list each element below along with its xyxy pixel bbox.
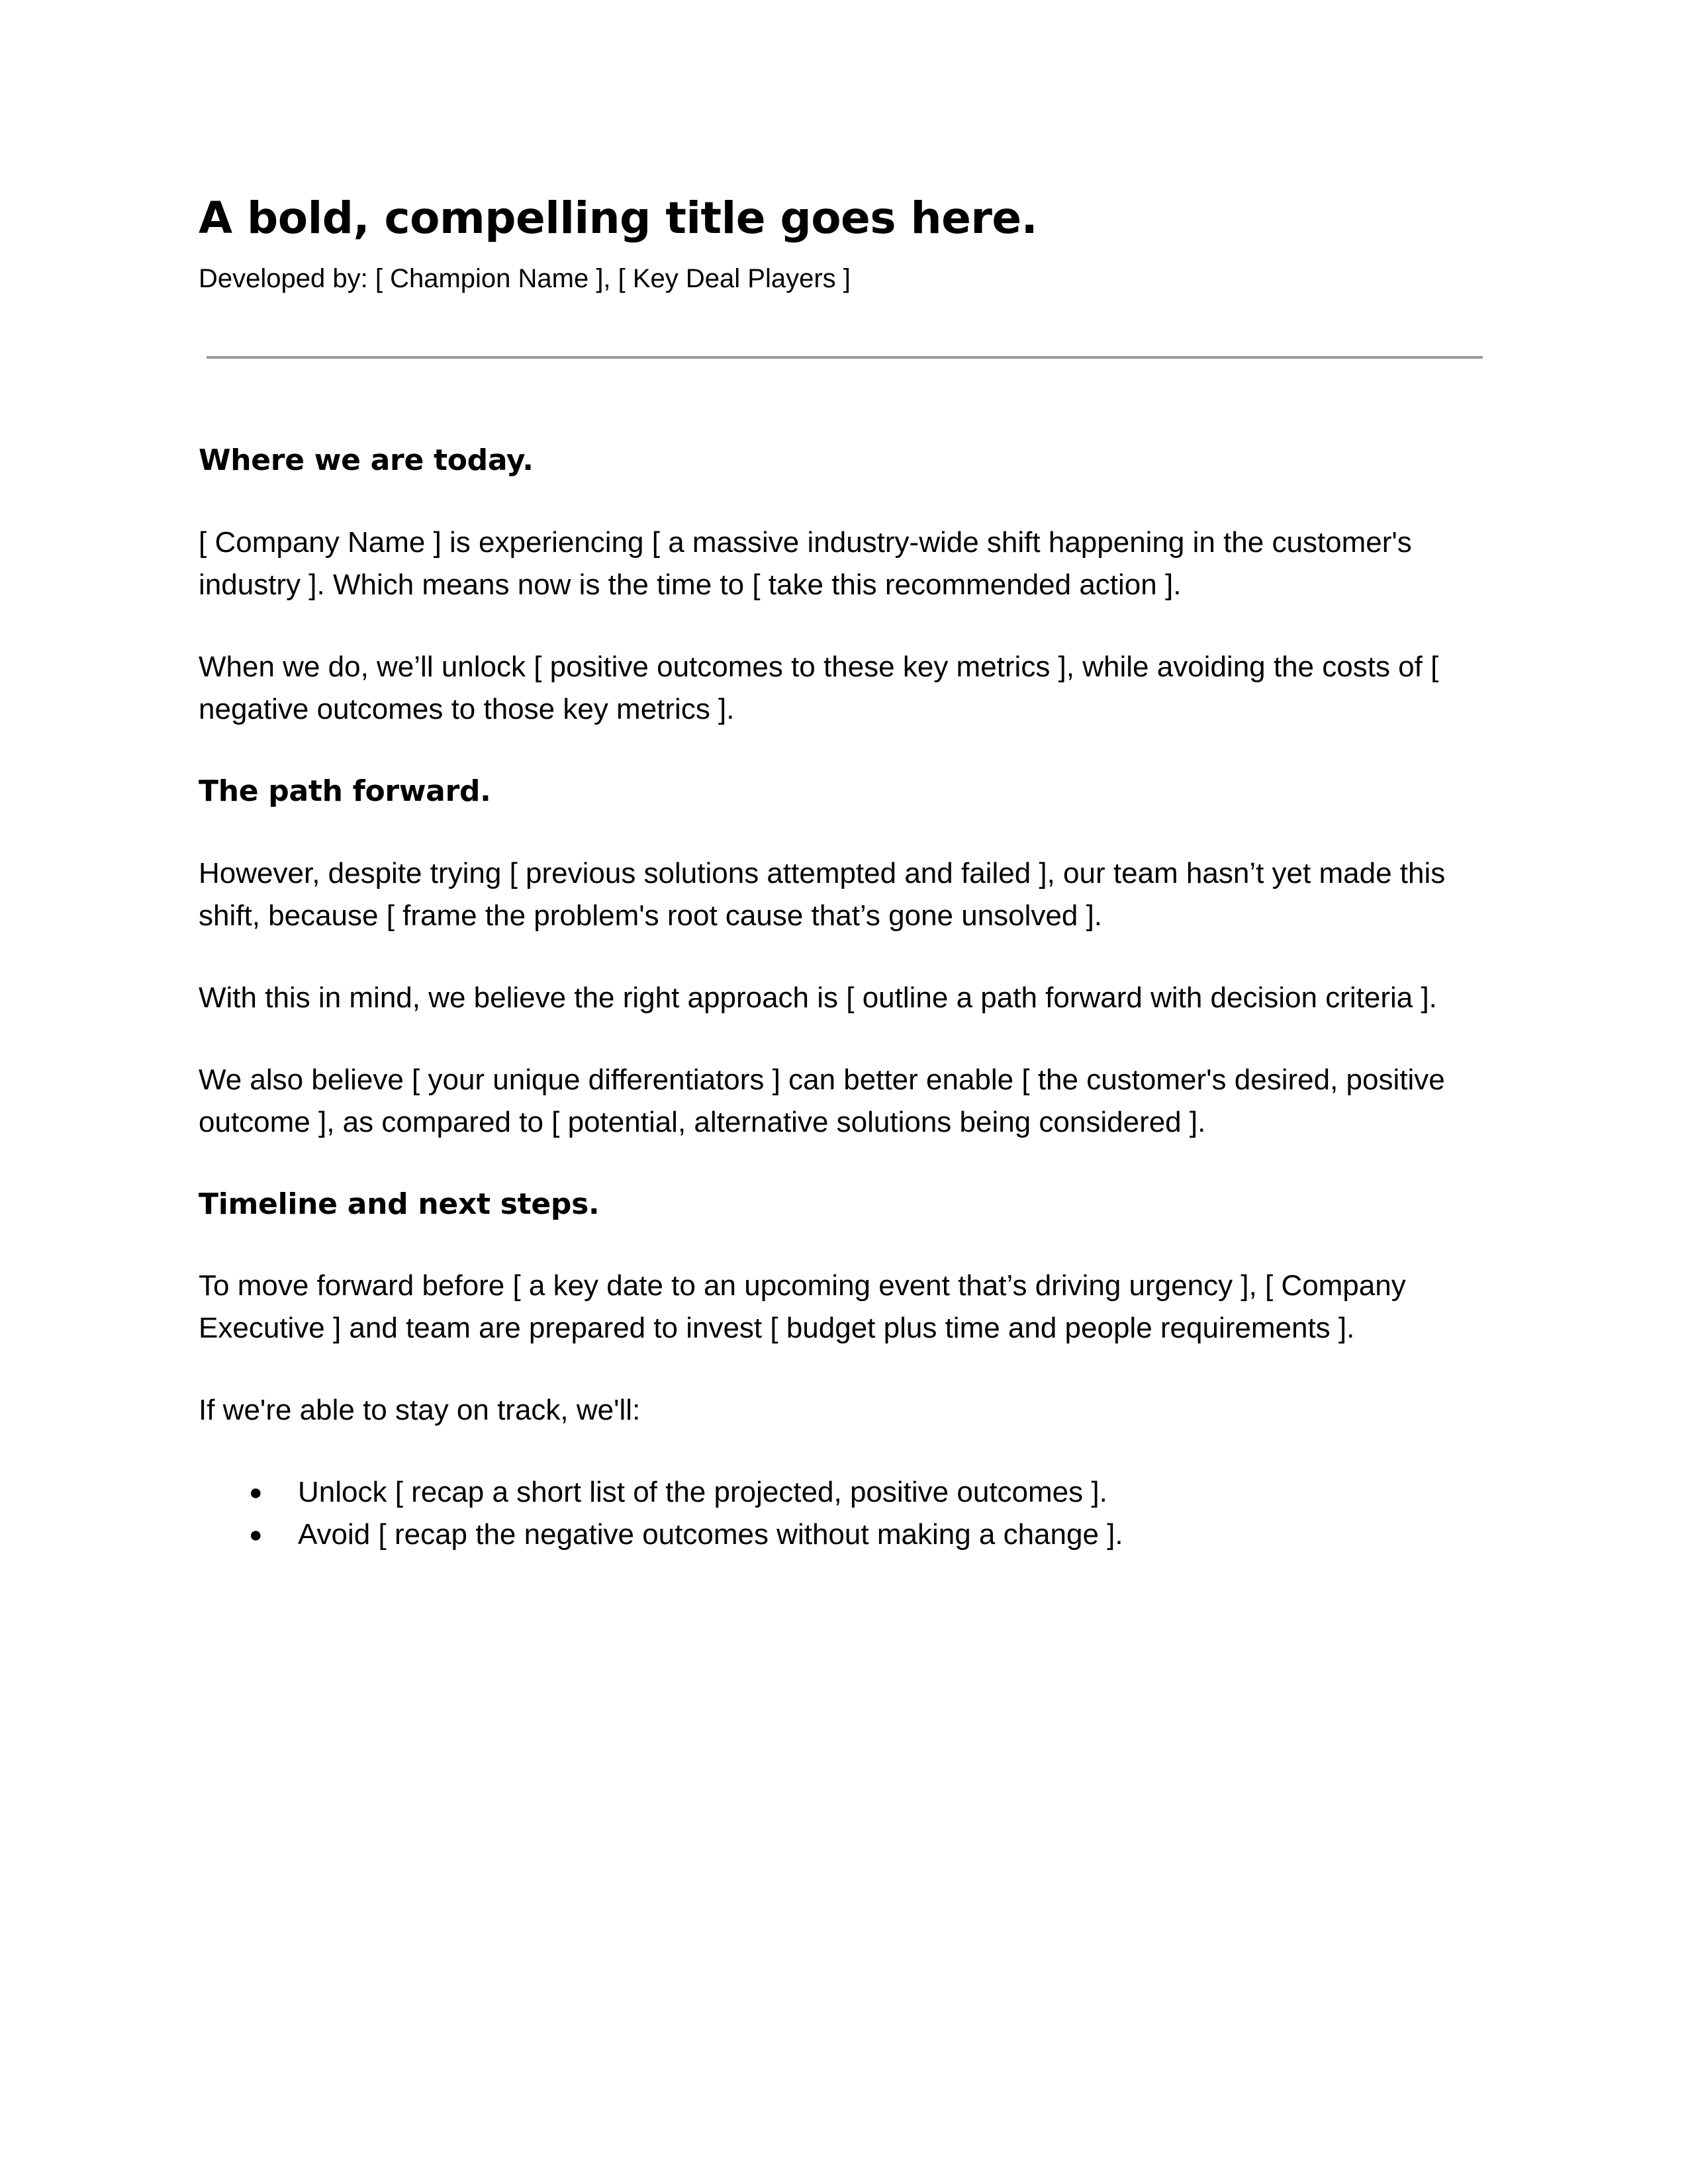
list-item-text: Avoid [ recap the negative outcomes without making a change ]. <box>298 1518 1123 1551</box>
section-heading: Where we are today. <box>199 443 534 477</box>
document-body <box>199 439 1489 1556</box>
paragraph: With this in mind, we believe the right approach is [ outline a path forward with decision criteria ]. <box>199 981 1437 1014</box>
horizontal-divider <box>207 356 1483 359</box>
byline: Developed by: [ Champion Name ], [ Key Deal Players ] <box>199 264 851 294</box>
paragraph: However, despite trying [ previous solutions attempted and failed ], our team hasn’t yet made this shift, because [ frame the problem's root cause that’s gone unsolved ]. <box>199 856 1446 932</box>
outcomes-list <box>199 1471 1489 1556</box>
bullet-icon: ● <box>249 1522 263 1548</box>
section-heading: The path forward. <box>199 774 491 808</box>
section-path-forward <box>199 770 1489 1144</box>
paragraph: When we do, we’ll unlock [ positive outcomes to these key metrics ], while avoiding the costs of [ negative outcomes to those key metrics ]. <box>199 650 1439 725</box>
list-item-text: Unlock [ recap a short list of the projected, positive outcomes ]. <box>298 1476 1107 1509</box>
section-heading: Timeline and next steps. <box>199 1187 600 1221</box>
list-item <box>249 1471 1489 1514</box>
bullet-icon: ● <box>249 1480 263 1506</box>
paragraph: If we're able to stay on track, we'll: <box>199 1394 641 1427</box>
paragraph: [ Company Name ] is experiencing [ a massive industry-wide shift happening in the customer's industry ]. Which means now is the time to [ take this recommended action ]. <box>199 525 1412 601</box>
document-title: A bold, compelling title goes here. <box>199 193 1038 244</box>
list-item <box>249 1514 1489 1556</box>
section-where-we-are-today <box>199 439 1489 731</box>
document-content <box>199 192 1489 1551</box>
paragraph: To move forward before [ a key date to an upcoming event that’s driving urgency ], [ Company Executive ] and team are prepared to invest [ budget plus time and people requirements ]. <box>199 1269 1406 1345</box>
section-timeline-next-steps <box>199 1183 1489 1557</box>
paragraph: We also believe [ your unique differentiators ] can better enable [ the customer's desired, positive outcome ], as compared to [ potential, alternative solutions being considered ]. <box>199 1063 1445 1138</box>
